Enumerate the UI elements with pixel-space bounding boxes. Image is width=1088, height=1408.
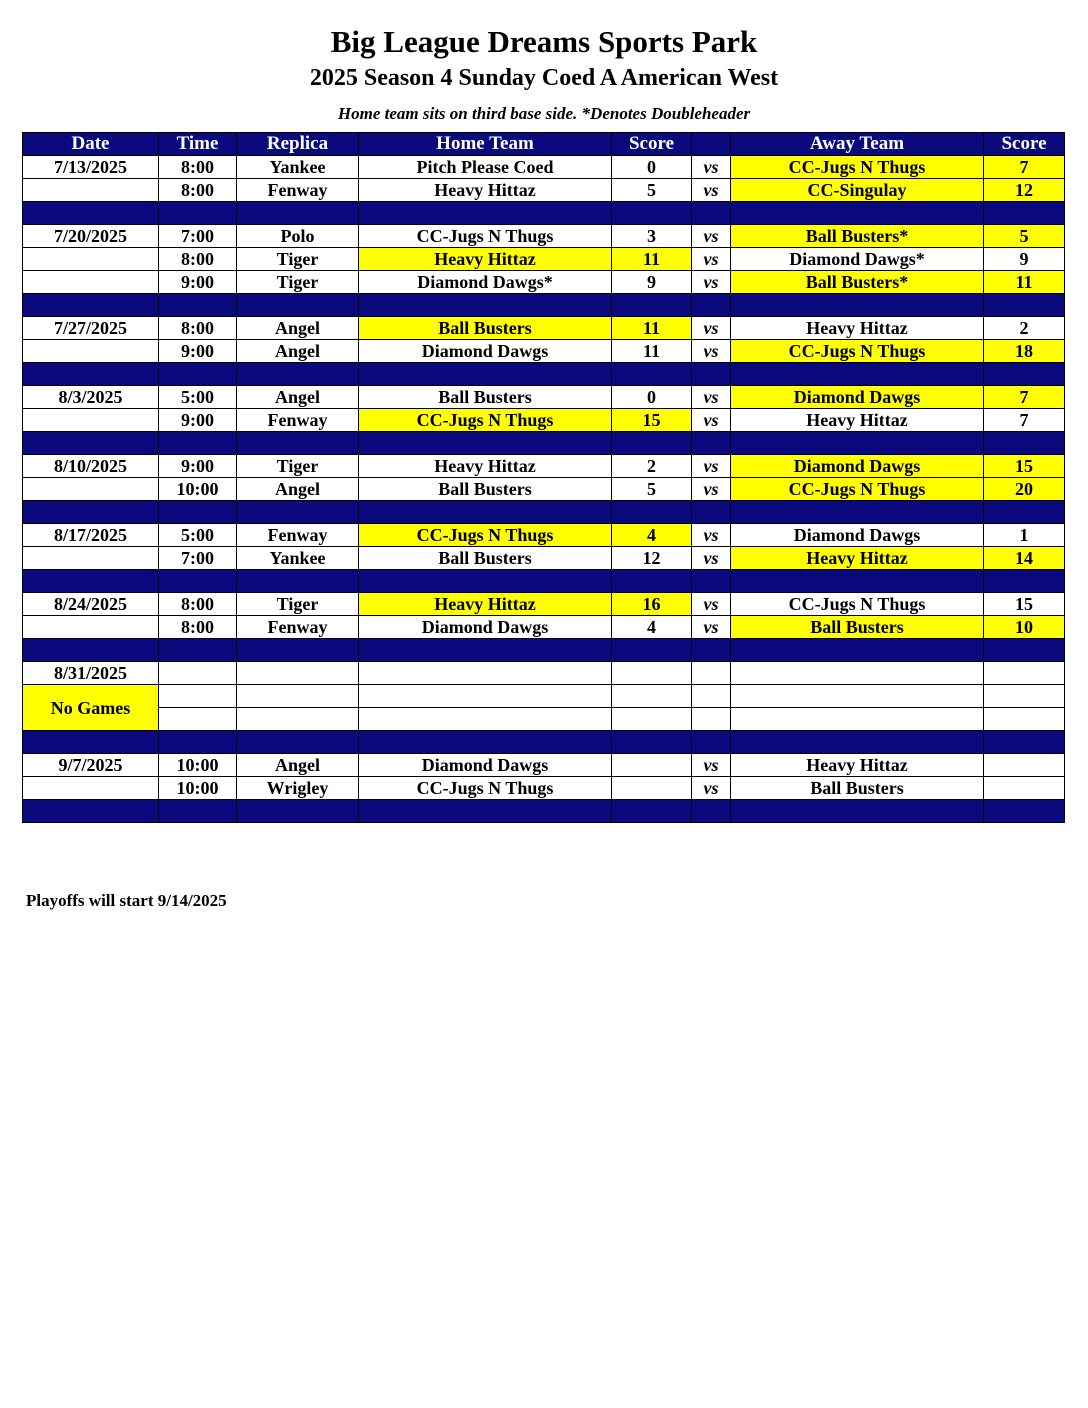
replica-cell: Fenway [237, 524, 359, 547]
time-cell: 5:00 [159, 524, 237, 547]
replica-cell [237, 662, 359, 685]
table-row [23, 225, 1065, 248]
separator-cell [612, 639, 692, 662]
away-team-cell: Ball Busters* [731, 225, 984, 248]
replica-cell: Angel [237, 340, 359, 363]
table-row [23, 478, 1065, 501]
table-row [23, 524, 1065, 547]
separator-cell [612, 731, 692, 754]
replica-cell: Yankee [237, 156, 359, 179]
time-cell: 10:00 [159, 777, 237, 800]
table-row [23, 662, 1065, 685]
separator-cell [612, 570, 692, 593]
separator-cell [359, 731, 612, 754]
table-row [23, 271, 1065, 294]
home-score-cell: 0 [612, 386, 692, 409]
separator-cell [731, 731, 984, 754]
separator-cell [984, 363, 1065, 386]
separator-row [23, 731, 1065, 754]
date-cell: 8/31/2025 [23, 662, 159, 685]
replica-cell [237, 708, 359, 731]
away-score-cell: 14 [984, 547, 1065, 570]
date-cell [23, 271, 159, 294]
separator-cell [23, 570, 159, 593]
separator-cell [692, 294, 731, 317]
separator-cell [731, 570, 984, 593]
separator-cell [612, 501, 692, 524]
separator-cell [984, 501, 1065, 524]
separator-cell [984, 800, 1065, 823]
separator-cell [692, 432, 731, 455]
separator-row [23, 363, 1065, 386]
away-score-cell [984, 708, 1065, 731]
date-cell [23, 478, 159, 501]
away-team-cell: Diamond Dawgs [731, 524, 984, 547]
separator-cell [612, 294, 692, 317]
home-team-cell: Diamond Dawgs* [359, 271, 612, 294]
separator-cell [984, 639, 1065, 662]
time-cell: 7:00 [159, 547, 237, 570]
time-cell: 8:00 [159, 317, 237, 340]
away-score-cell: 7 [984, 156, 1065, 179]
replica-cell [237, 685, 359, 708]
separator-cell [692, 639, 731, 662]
separator-cell [359, 501, 612, 524]
home-team-cell: Diamond Dawgs [359, 340, 612, 363]
vs-cell: vs [692, 524, 731, 547]
time-cell: 8:00 [159, 616, 237, 639]
away-team-cell: Ball Busters [731, 616, 984, 639]
date-cell [23, 547, 159, 570]
vs-cell: vs [692, 593, 731, 616]
date-cell [23, 340, 159, 363]
home-score-cell: 9 [612, 271, 692, 294]
separator-cell [159, 202, 237, 225]
away-team-cell: CC-Jugs N Thugs [731, 340, 984, 363]
replica-cell: Polo [237, 225, 359, 248]
away-team-cell: Heavy Hittaz [731, 547, 984, 570]
away-team-cell: Heavy Hittaz [731, 754, 984, 777]
separator-cell [692, 800, 731, 823]
replica-cell: Fenway [237, 179, 359, 202]
separator-cell [612, 800, 692, 823]
home-team-cell: CC-Jugs N Thugs [359, 524, 612, 547]
home-score-cell [612, 662, 692, 685]
home-team-cell: Ball Busters [359, 478, 612, 501]
table-row [23, 179, 1065, 202]
home-team-cell: Diamond Dawgs [359, 754, 612, 777]
home-score-cell: 11 [612, 248, 692, 271]
separator-row [23, 501, 1065, 524]
away-score-cell [984, 754, 1065, 777]
away-team-cell [731, 708, 984, 731]
away-score-cell [984, 662, 1065, 685]
home-score-cell [612, 685, 692, 708]
replica-cell: Tiger [237, 271, 359, 294]
home-team-cell [359, 685, 612, 708]
column-header-home-team: Home Team [359, 133, 612, 156]
away-team-cell: CC-Jugs N Thugs [731, 593, 984, 616]
schedule-body [23, 156, 1065, 823]
separator-cell [359, 639, 612, 662]
time-cell: 10:00 [159, 754, 237, 777]
separator-cell [731, 501, 984, 524]
home-team-cell: CC-Jugs N Thugs [359, 225, 612, 248]
column-header-away-team: Away Team [731, 133, 984, 156]
table-row [23, 777, 1065, 800]
table-row [23, 156, 1065, 179]
separator-cell [159, 501, 237, 524]
away-score-cell: 15 [984, 593, 1065, 616]
column-header-vs [692, 133, 731, 156]
vs-cell: vs [692, 248, 731, 271]
away-team-cell: CC-Jugs N Thugs [731, 156, 984, 179]
separator-cell [359, 432, 612, 455]
separator-cell [23, 363, 159, 386]
time-cell: 9:00 [159, 271, 237, 294]
table-row [23, 616, 1065, 639]
separator-cell [237, 570, 359, 593]
away-score-cell: 12 [984, 179, 1065, 202]
home-team-cell: Heavy Hittaz [359, 179, 612, 202]
replica-cell: Angel [237, 317, 359, 340]
vs-cell: vs [692, 455, 731, 478]
schedule-table [22, 132, 1065, 823]
separator-cell [23, 202, 159, 225]
replica-cell: Wrigley [237, 777, 359, 800]
home-score-cell: 11 [612, 317, 692, 340]
away-score-cell: 15 [984, 455, 1065, 478]
table-row [23, 455, 1065, 478]
separator-cell [692, 570, 731, 593]
date-cell: No Games [23, 685, 159, 731]
away-score-cell: 11 [984, 271, 1065, 294]
vs-cell: vs [692, 271, 731, 294]
separator-cell [237, 501, 359, 524]
table-row [23, 708, 1065, 731]
date-cell: 9/7/2025 [23, 754, 159, 777]
separator-cell [984, 432, 1065, 455]
separator-cell [159, 570, 237, 593]
date-cell: 8/24/2025 [23, 593, 159, 616]
separator-cell [359, 202, 612, 225]
away-score-cell: 20 [984, 478, 1065, 501]
separator-cell [23, 501, 159, 524]
separator-cell [159, 800, 237, 823]
table-row [23, 685, 1065, 708]
away-team-cell [731, 685, 984, 708]
vs-cell: vs [692, 317, 731, 340]
time-cell: 9:00 [159, 409, 237, 432]
time-cell: 8:00 [159, 248, 237, 271]
separator-cell [984, 731, 1065, 754]
home-score-cell [612, 777, 692, 800]
time-cell: 7:00 [159, 225, 237, 248]
table-row [23, 317, 1065, 340]
time-cell: 10:00 [159, 478, 237, 501]
date-cell: 8/17/2025 [23, 524, 159, 547]
home-team-cell: Ball Busters [359, 547, 612, 570]
time-cell: 5:00 [159, 386, 237, 409]
table-row [23, 409, 1065, 432]
replica-cell: Angel [237, 386, 359, 409]
date-cell [23, 179, 159, 202]
away-score-cell: 7 [984, 409, 1065, 432]
away-team-cell: CC-Jugs N Thugs [731, 478, 984, 501]
vs-cell [692, 662, 731, 685]
column-header-replica: Replica [237, 133, 359, 156]
home-team-cell: Diamond Dawgs [359, 616, 612, 639]
home-team-cell: CC-Jugs N Thugs [359, 409, 612, 432]
home-score-cell: 0 [612, 156, 692, 179]
away-team-cell: Ball Busters [731, 777, 984, 800]
date-cell: 8/10/2025 [23, 455, 159, 478]
separator-cell [692, 501, 731, 524]
date-cell: 7/27/2025 [23, 317, 159, 340]
separator-cell [984, 202, 1065, 225]
away-score-cell: 1 [984, 524, 1065, 547]
away-team-cell: Diamond Dawgs [731, 386, 984, 409]
home-score-cell [612, 708, 692, 731]
home-score-cell: 16 [612, 593, 692, 616]
vs-cell: vs [692, 478, 731, 501]
table-row [23, 386, 1065, 409]
away-team-cell: Heavy Hittaz [731, 409, 984, 432]
vs-cell: vs [692, 156, 731, 179]
separator-cell [237, 639, 359, 662]
away-team-cell: Diamond Dawgs* [731, 248, 984, 271]
away-score-cell: 18 [984, 340, 1065, 363]
home-team-cell: Heavy Hittaz [359, 593, 612, 616]
date-cell [23, 248, 159, 271]
away-team-cell: Diamond Dawgs [731, 455, 984, 478]
separator-row [23, 800, 1065, 823]
vs-cell: vs [692, 754, 731, 777]
replica-cell: Tiger [237, 248, 359, 271]
replica-cell: Angel [237, 478, 359, 501]
away-score-cell: 9 [984, 248, 1065, 271]
vs-cell: vs [692, 777, 731, 800]
vs-cell: vs [692, 225, 731, 248]
table-row [23, 248, 1065, 271]
separator-cell [237, 432, 359, 455]
time-cell [159, 662, 237, 685]
away-team-cell: Ball Busters* [731, 271, 984, 294]
separator-cell [23, 639, 159, 662]
replica-cell: Fenway [237, 409, 359, 432]
column-header-time: Time [159, 133, 237, 156]
date-cell: 8/3/2025 [23, 386, 159, 409]
home-score-cell [612, 754, 692, 777]
column-header-away-score: Score [984, 133, 1065, 156]
separator-cell [984, 570, 1065, 593]
away-team-cell: CC-Singulay [731, 179, 984, 202]
table-row [23, 547, 1065, 570]
column-header-date: Date [23, 133, 159, 156]
vs-cell: vs [692, 386, 731, 409]
schedule-note: Home team sits on third base side. *Denotes Doubleheader [337, 104, 751, 123]
replica-cell: Yankee [237, 547, 359, 570]
time-cell: 9:00 [159, 340, 237, 363]
vs-cell [692, 708, 731, 731]
away-score-cell: 10 [984, 616, 1065, 639]
away-team-cell [731, 662, 984, 685]
home-score-cell: 2 [612, 455, 692, 478]
replica-cell: Fenway [237, 616, 359, 639]
home-score-cell: 12 [612, 547, 692, 570]
home-team-cell [359, 662, 612, 685]
home-team-cell: Ball Busters [359, 317, 612, 340]
replica-cell: Tiger [237, 593, 359, 616]
separator-cell [23, 294, 159, 317]
home-team-cell: Ball Busters [359, 386, 612, 409]
vs-cell: vs [692, 409, 731, 432]
separator-cell [159, 294, 237, 317]
separator-cell [692, 202, 731, 225]
away-score-cell [984, 777, 1065, 800]
separator-cell [359, 800, 612, 823]
date-cell: 7/20/2025 [23, 225, 159, 248]
separator-row [23, 432, 1065, 455]
separator-row [23, 639, 1065, 662]
page-subtitle: 2025 Season 4 Sunday Coed A American West [309, 65, 779, 91]
separator-cell [359, 363, 612, 386]
home-team-cell: CC-Jugs N Thugs [359, 777, 612, 800]
home-score-cell: 15 [612, 409, 692, 432]
separator-cell [159, 639, 237, 662]
away-score-cell [984, 685, 1065, 708]
home-score-cell: 4 [612, 524, 692, 547]
separator-cell [731, 432, 984, 455]
away-team-cell: Heavy Hittaz [731, 317, 984, 340]
separator-cell [23, 731, 159, 754]
playoffs-note: Playoffs will start 9/14/2025 [26, 891, 227, 910]
separator-cell [731, 800, 984, 823]
separator-cell [984, 294, 1065, 317]
vs-cell: vs [692, 616, 731, 639]
home-score-cell: 4 [612, 616, 692, 639]
vs-cell: vs [692, 179, 731, 202]
separator-row [23, 570, 1065, 593]
separator-cell [237, 731, 359, 754]
separator-cell [612, 202, 692, 225]
separator-cell [692, 731, 731, 754]
date-cell [23, 616, 159, 639]
separator-cell [159, 731, 237, 754]
home-score-cell: 5 [612, 478, 692, 501]
table-row [23, 754, 1065, 777]
home-score-cell: 3 [612, 225, 692, 248]
separator-cell [237, 294, 359, 317]
date-cell [23, 409, 159, 432]
page-title: Big League Dreams Sports Park [330, 24, 758, 59]
time-cell: 8:00 [159, 179, 237, 202]
separator-cell [359, 570, 612, 593]
away-score-cell: 2 [984, 317, 1065, 340]
home-score-cell: 11 [612, 340, 692, 363]
vs-cell [692, 685, 731, 708]
separator-cell [612, 363, 692, 386]
separator-cell [731, 294, 984, 317]
separator-cell [237, 800, 359, 823]
table-row [23, 593, 1065, 616]
home-score-cell: 5 [612, 179, 692, 202]
home-team-cell: Pitch Please Coed [359, 156, 612, 179]
separator-cell [612, 432, 692, 455]
away-score-cell: 5 [984, 225, 1065, 248]
separator-cell [692, 363, 731, 386]
separator-cell [731, 363, 984, 386]
replica-cell: Angel [237, 754, 359, 777]
separator-row [23, 294, 1065, 317]
separator-cell [731, 202, 984, 225]
vs-cell: vs [692, 547, 731, 570]
separator-cell [159, 432, 237, 455]
away-score-cell: 7 [984, 386, 1065, 409]
separator-cell [237, 202, 359, 225]
home-team-cell: Heavy Hittaz [359, 455, 612, 478]
separator-cell [23, 800, 159, 823]
time-cell: 8:00 [159, 156, 237, 179]
time-cell: 9:00 [159, 455, 237, 478]
separator-cell [23, 432, 159, 455]
vs-cell: vs [692, 340, 731, 363]
home-team-cell [359, 708, 612, 731]
time-cell [159, 708, 237, 731]
column-header-home-score: Score [612, 133, 692, 156]
home-team-cell: Heavy Hittaz [359, 248, 612, 271]
date-cell: 7/13/2025 [23, 156, 159, 179]
separator-cell [359, 294, 612, 317]
separator-cell [159, 363, 237, 386]
separator-cell [731, 639, 984, 662]
time-cell [159, 685, 237, 708]
replica-cell: Tiger [237, 455, 359, 478]
date-cell [23, 777, 159, 800]
separator-row [23, 202, 1065, 225]
table-row [23, 340, 1065, 363]
time-cell: 8:00 [159, 593, 237, 616]
table-header-row [23, 133, 1065, 156]
separator-cell [237, 363, 359, 386]
